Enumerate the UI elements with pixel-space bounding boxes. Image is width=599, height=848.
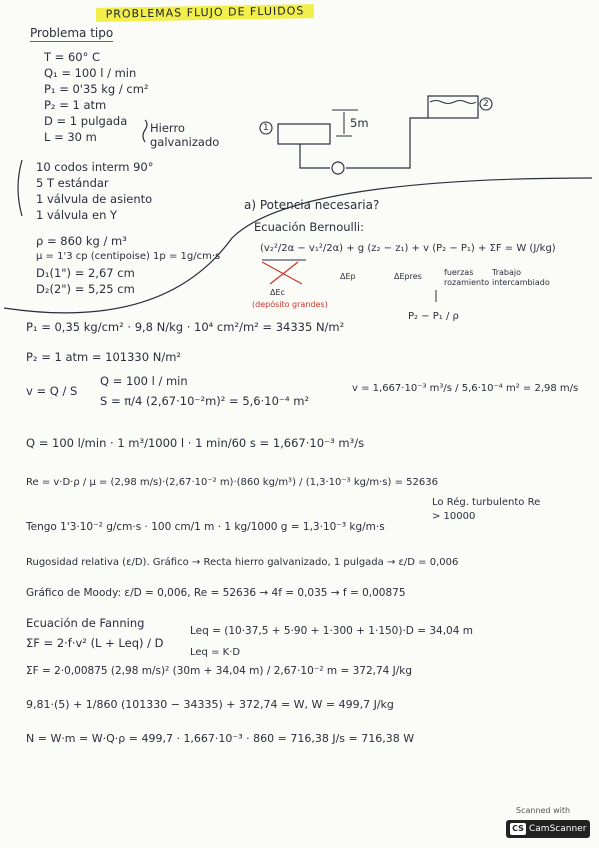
step-regime: Lo Rég. turbulento Re > 10000 [432, 497, 541, 522]
prop-d1: D₁(1") = 2,67 cm [36, 266, 135, 280]
diagram-height: 5m [350, 116, 369, 130]
step-flow-si: Q = 100 l/min · 1 m³/1000 l · 1 min/60 s = 1,667·10⁻³ m³/s [26, 436, 365, 450]
watermark-top-text: Scanned with [516, 806, 571, 815]
fitting-elbows: 10 codos interm 90° [36, 160, 154, 174]
bernoulli-label: Ecuación Bernoulli: [254, 220, 364, 234]
diagram-point-1: 1 [263, 123, 269, 133]
given-p1: P₁ = 0'35 kg / cm² [44, 82, 149, 96]
fitting-globe-valve: 1 válvula de asiento [36, 192, 153, 206]
page-title: PROBLEMAS FLUJO DE FLUIDOS [96, 4, 314, 22]
watermark-brand: CamScanner [529, 824, 587, 834]
step-work: 9,81·(5) + 1/860 (101330 − 34335) + 372,74 = W, W = 499,7 J/kg [26, 698, 394, 711]
part-a-question: a) Potencia necesaria? [244, 198, 380, 212]
prop-d2: D₂(2") = 5,25 cm [36, 282, 135, 296]
step-leq-value: Leq = (10·37,5 + 5·90 + 1·300 + 1·150)·D = 34,04 m [190, 625, 473, 637]
pressure-fraction: P₂ − P₁ / ρ [408, 311, 459, 322]
step-fanning-eq: ΣF = 2·f·v² (L + Leq) / D [26, 636, 164, 650]
label-delta-ep: ΔEp [340, 272, 356, 281]
step-power: N = W·m = W·Q·ρ = 499,7 · 1,667·10⁻³ · 860 = 716,38 J/s = 716,38 W [26, 732, 415, 745]
step-viscosity-si: Tengo 1'3·10⁻² g/cm·s · 100 cm/1 m · 1 kg/1000 g = 1,3·10⁻³ kg/m·s [26, 521, 385, 533]
camscanner-icon: CS [510, 823, 526, 835]
note-depositos: (depósito grandes) [252, 300, 328, 309]
step-fanning-title: Ecuación de Fanning [26, 616, 145, 630]
pipe-material: Hierro galvanizado [150, 121, 220, 149]
step-p2: P₂ = 1 atm = 101330 N/m² [26, 350, 182, 364]
watermark-logo [506, 820, 590, 838]
label-delta-epres: ΔEpres [394, 272, 422, 281]
step-reynolds: Re = v·D·ρ / μ = (2,98 m/s)·(2,67·10⁻² m)·(860 kg/m³) / (1,3·10⁻³ kg/m·s) = 52636 [26, 477, 438, 488]
label-delta-ec: ΔEc [270, 288, 285, 297]
given-diameter: D = 1 pulgada [44, 114, 128, 128]
given-p2: P₂ = 1 atm [44, 98, 107, 112]
step-roughness: Rugosidad relativa (ε/D). Gráfico → Recta hierro galvanizado, 1 pulgada → ε/D = 0,006 [26, 557, 459, 568]
step-p1: P₁ = 0,35 kg/cm² · 9,8 N/kg · 10⁴ cm²/m² = 34335 N/m² [26, 320, 345, 334]
bernoulli-equation: (v₂²/2α − v₁²/2α) + g (z₂ − z₁) + v (P₂ − P₁) + ΣF = W (J/kg) [260, 243, 556, 254]
step-velocity: v = 1,667·10⁻³ m³/s / 5,6·10⁻⁴ m² = 2,98 m/s [352, 383, 579, 394]
given-length: L = 30 m [44, 130, 97, 144]
given-flow: Q₁ = 100 l / min [44, 66, 137, 80]
prop-density: ρ = 860 kg / m³ [36, 234, 127, 248]
label-friction: fuerzas rozamiento [444, 268, 490, 287]
tank-1-shape [278, 124, 330, 144]
pump-shape [332, 162, 344, 174]
step-velocity-def: v = Q / S [26, 384, 78, 398]
step-friction: ΣF = 2·0,00875 (2,98 m/s)² (30m + 34,04 m) / 2,67·10⁻² m = 372,74 J/kg [26, 665, 413, 677]
prop-viscosity: μ = 1'3 cp (centipoise) 1p = 1g/cm·s [36, 251, 221, 262]
step-moody: Gráfico de Moody: ε/D = 0,006, Re = 52636 → 4f = 0,035 → f = 0,00875 [26, 587, 406, 599]
diagram-point-2: 2 [483, 99, 489, 109]
step-area: S = π/4 (2,67·10⁻²m)² = 5,6·10⁻⁴ m² [100, 394, 310, 408]
camscanner-watermark [506, 806, 590, 840]
step-leq-def: Leq = K·D [190, 647, 241, 658]
fitting-y-valve: 1 válvula en Y [36, 208, 118, 222]
label-work: Trabajo intercambiado [492, 268, 550, 287]
fitting-tees: 5 T estándar [36, 176, 109, 190]
problem-heading: Problema tipo [30, 26, 114, 40]
step-flow: Q = 100 l / min [100, 374, 188, 388]
tank-2-shape [428, 96, 478, 118]
given-temperature: T = 60° C [44, 50, 101, 64]
